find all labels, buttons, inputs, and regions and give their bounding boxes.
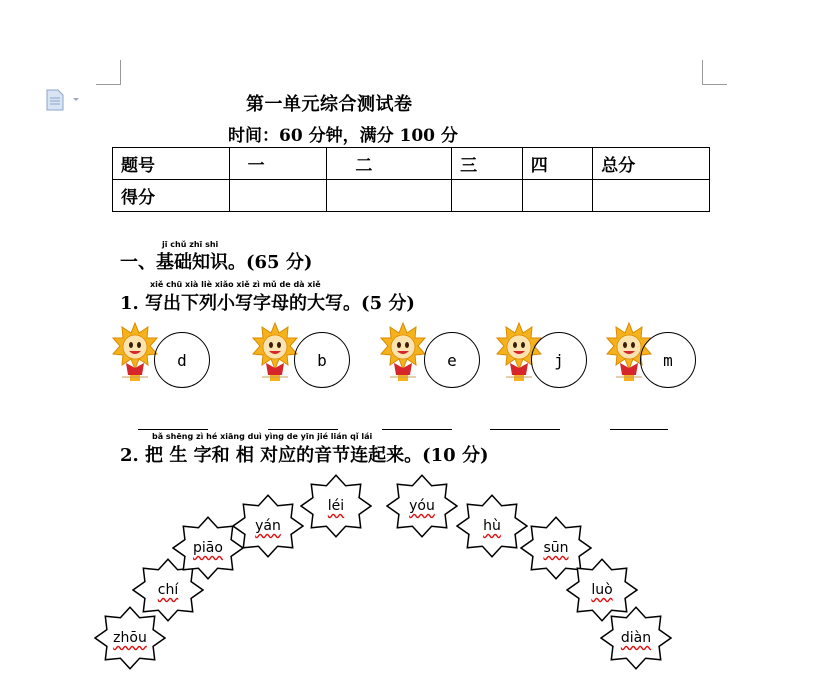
sun-mascot-icon [112, 321, 158, 383]
answer-line[interactable] [382, 429, 452, 430]
syllable-label: léi [327, 498, 345, 514]
score-table-score-row [113, 180, 710, 212]
syllable-label: yóu [409, 498, 435, 514]
page-title: 第一单元综合测试卷 [246, 94, 413, 115]
syllable-star[interactable] [232, 494, 304, 558]
syllable-label: zhōu [113, 630, 147, 646]
letter-circle: e [424, 332, 480, 388]
letter-circle: d [154, 332, 210, 388]
sun-mascot-icon [252, 321, 298, 383]
score-input-cell[interactable] [452, 180, 523, 212]
score-input-cell[interactable] [229, 180, 327, 212]
score-input-cell[interactable] [327, 180, 452, 212]
letter-circle: b [294, 332, 350, 388]
letter-circle: m [640, 332, 696, 388]
answer-line[interactable] [490, 429, 560, 430]
score-table-cell: 得分 [113, 180, 230, 212]
syllable-label: sūn [543, 540, 569, 556]
score-table-cell: 四 [522, 148, 593, 180]
score-table-cell: 二 [327, 148, 452, 180]
question1-heading: 1. 写出下列小写字母的大写。(5 分) [120, 293, 415, 314]
score-table-cell: 题号 [113, 148, 230, 180]
page-subtitle: 时间：60 分钟，满分 100 分 [228, 126, 458, 146]
score-table-cell: 一 [229, 148, 327, 180]
answer-line[interactable] [138, 429, 208, 430]
syllable-star[interactable] [300, 474, 372, 538]
sun-mascot-icon [380, 321, 426, 383]
syllable-label: hù [483, 518, 501, 534]
syllable-label: chí [157, 582, 179, 598]
answer-line[interactable] [268, 429, 338, 430]
question2-heading: 2. 把 生 字和 相 对应的音节连起来。(10 分) [120, 445, 489, 466]
syllable-star[interactable] [456, 494, 528, 558]
syllable-star[interactable] [386, 474, 458, 538]
score-input-cell[interactable] [522, 180, 593, 212]
score-table [112, 147, 710, 212]
answer-line[interactable] [610, 429, 668, 430]
syllable-label: diàn [620, 630, 652, 646]
question1-pinyin: xiě chū xià liè xiǎo xiě zì mǔ de dà xiě [150, 280, 321, 289]
score-input-cell[interactable] [593, 180, 710, 212]
section1-pinyin: jī chǔ zhī shi [162, 240, 219, 249]
syllable-star[interactable] [600, 606, 672, 670]
score-table-header-row [113, 148, 710, 180]
document-options-icon[interactable] [46, 89, 66, 111]
question2-pinyin: bǎ shēng zì hé xiāng duì yìng de yīn jié lián qǐ lái [152, 432, 373, 441]
syllable-label: yán [255, 518, 281, 534]
score-table-cell: 三 [452, 148, 523, 180]
section1-heading: 一、基础知识。(65 分) [120, 252, 313, 273]
page-corner-mark-right [702, 60, 727, 85]
syllable-label: luò [591, 582, 613, 598]
syllable-label: piāo [193, 540, 223, 556]
letter-circle: j [531, 332, 587, 388]
page-corner-mark-left [96, 60, 121, 85]
score-table-cell: 总分 [593, 148, 710, 180]
